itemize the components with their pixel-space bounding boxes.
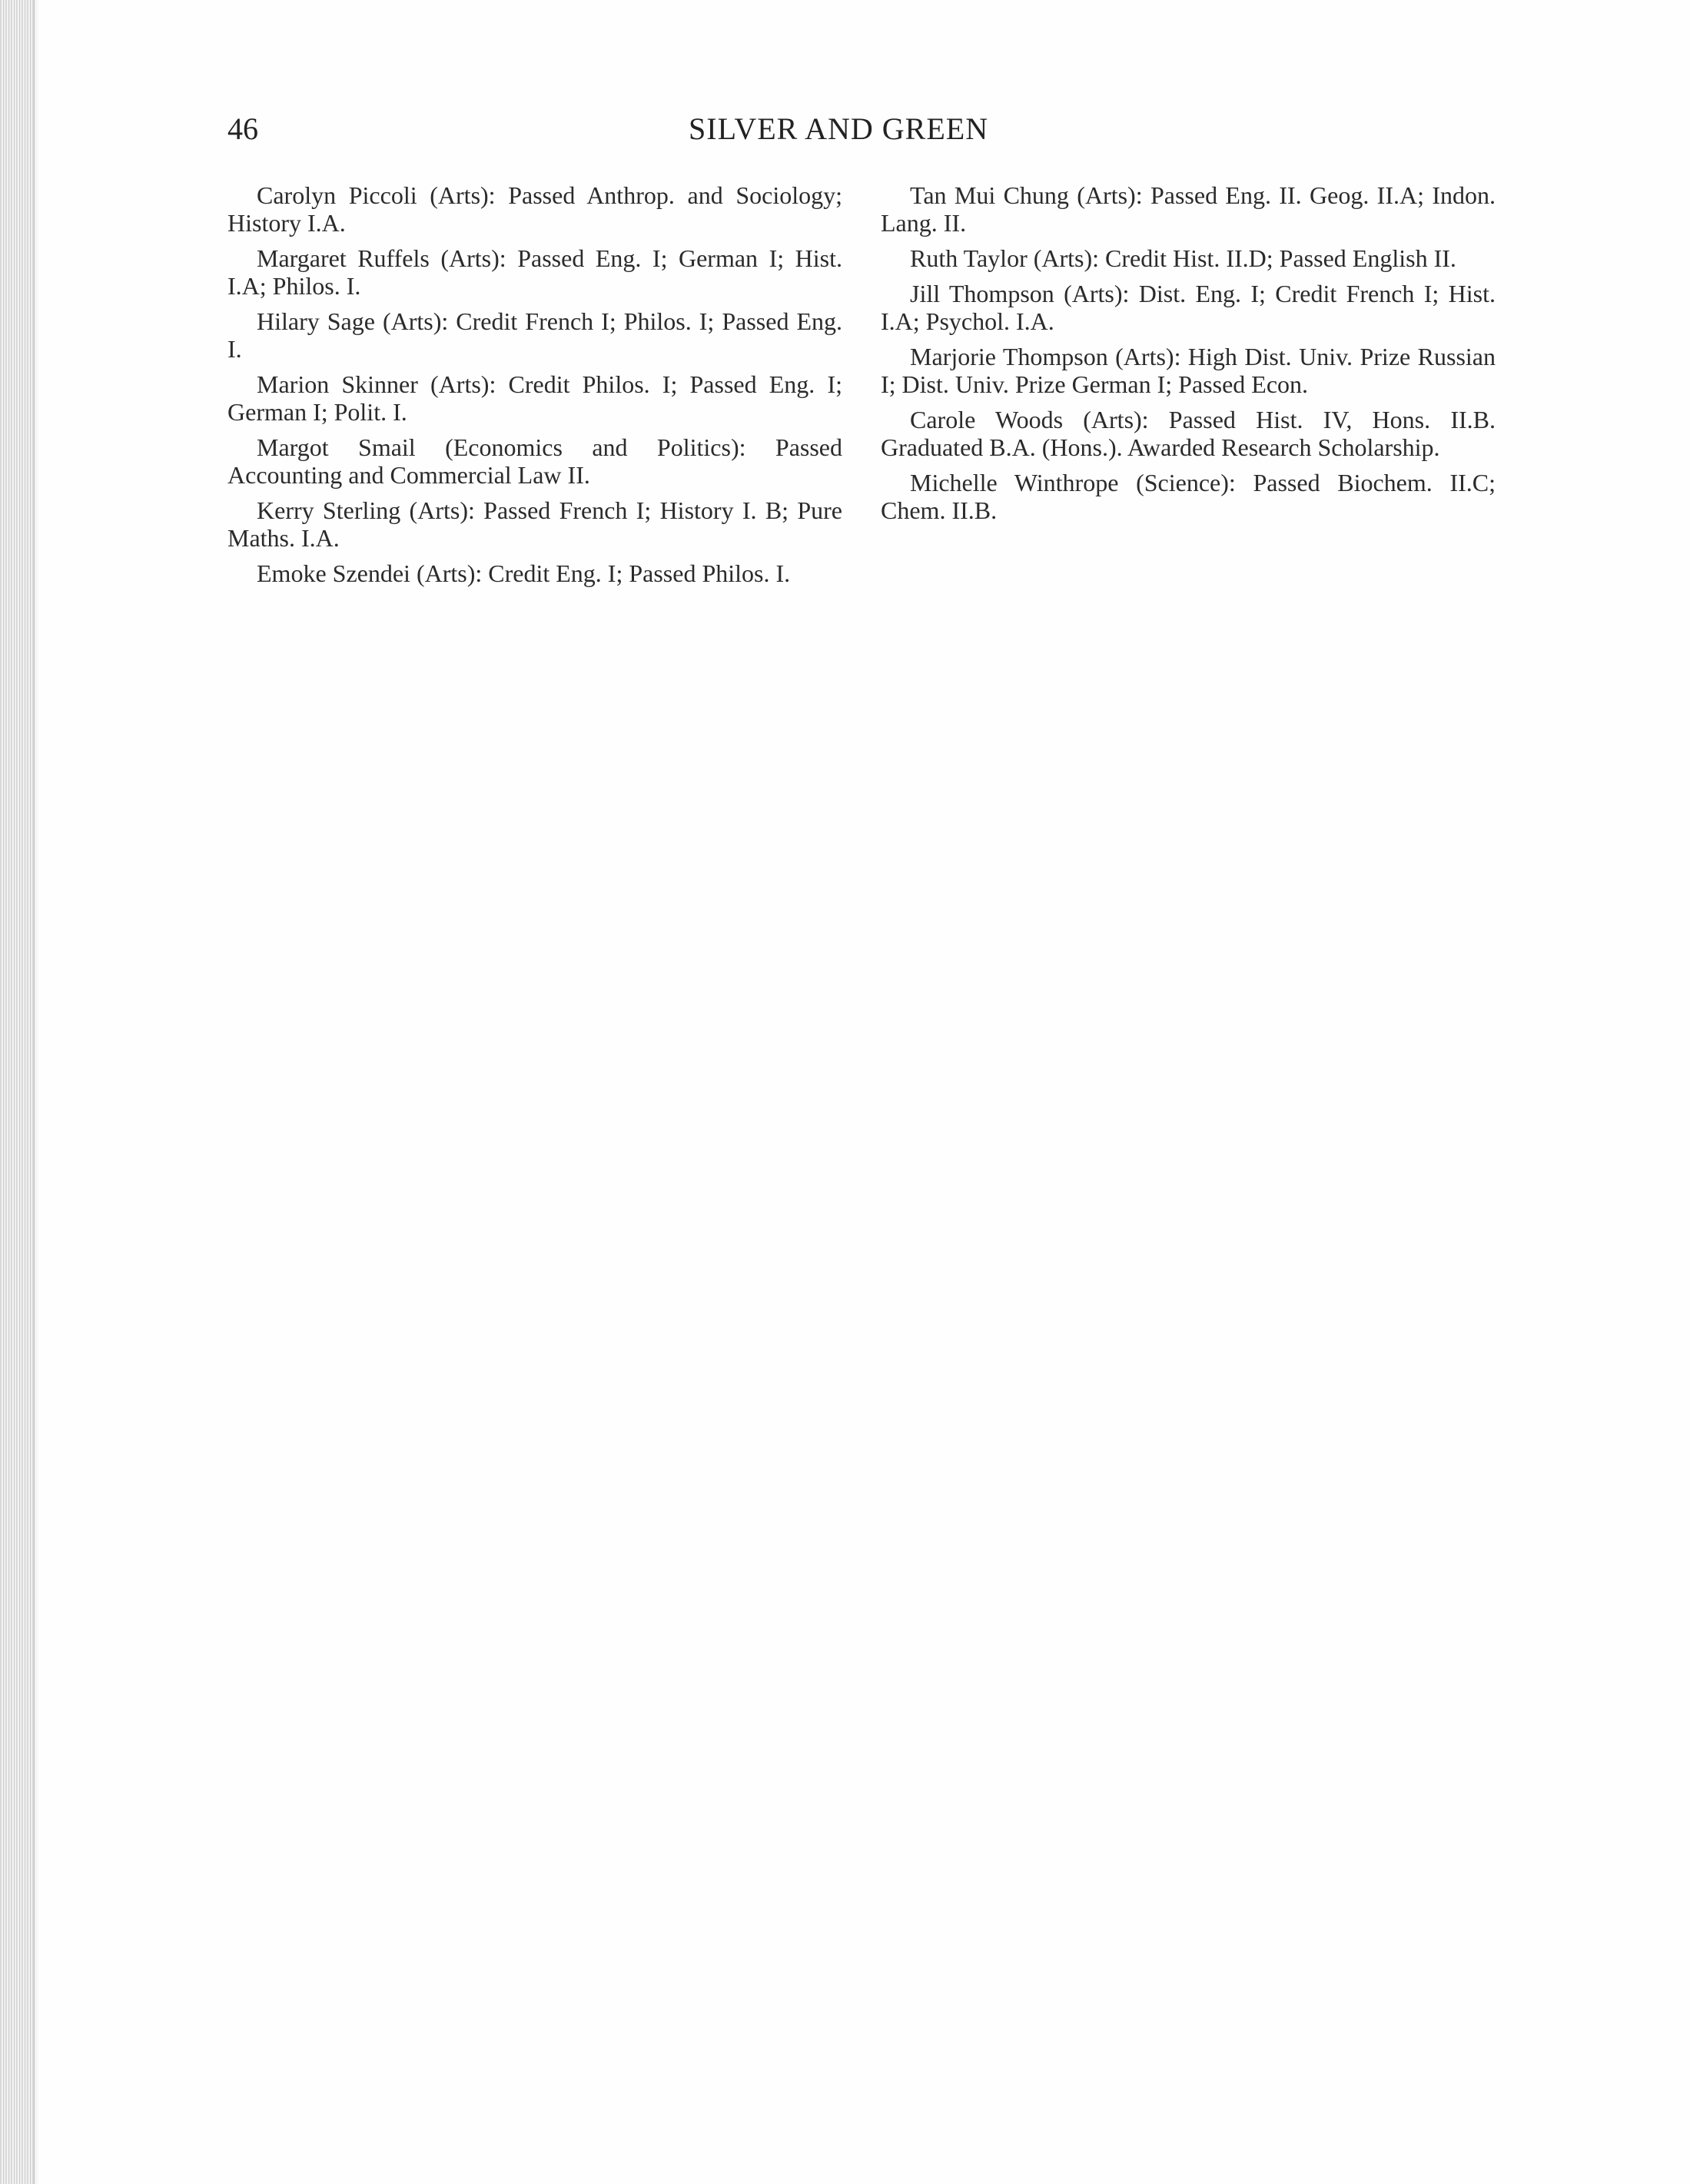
blank-page-area bbox=[227, 661, 1496, 2121]
page-edges bbox=[0, 0, 35, 2184]
list-item: Jill Thompson (Arts): Dist. Eng. I; Credit French I; Hist. I.A; Psychol. I.A. bbox=[881, 280, 1496, 335]
list-item: Carole Woods (Arts): Passed Hist. IV, Hons. II.B. Graduated B.A. (Hons.). Awarded Research Scholarship. bbox=[881, 406, 1496, 461]
list-item: Marion Skinner (Arts): Credit Philos. I; Passed Eng. I; German I; Polit. I. bbox=[227, 370, 842, 426]
list-item: Kerry Sterling (Arts): Passed French I; History I. B; Pure Maths. I.A. bbox=[227, 496, 842, 552]
left-column bbox=[227, 181, 842, 595]
list-item: Carolyn Piccoli (Arts): Passed Anthrop. and Sociology; History I.A. bbox=[227, 181, 842, 237]
list-item: Marjorie Thompson (Arts): High Dist. Univ. Prize Russian I; Dist. Univ. Prize German I; Passed Econ. bbox=[881, 343, 1496, 398]
list-item: Margot Smail (Economics and Politics): Passed Accounting and Commercial Law II. bbox=[227, 433, 842, 489]
list-item: Tan Mui Chung (Arts): Passed Eng. II. Geog. II.A; Indon. Lang. II. bbox=[881, 181, 1496, 237]
list-item: Margaret Ruffels (Arts): Passed Eng. I; German I; Hist. I.A; Philos. I. bbox=[227, 244, 842, 300]
list-item: Ruth Taylor (Arts): Credit Hist. II.D; Passed English II. bbox=[910, 244, 1456, 272]
list-item: Michelle Winthrope (Science): Passed Biochem. II.C; Chem. II.B. bbox=[881, 469, 1496, 524]
right-column bbox=[881, 181, 1496, 532]
page-number: 46 bbox=[227, 111, 258, 146]
running-title: SILVER AND GREEN bbox=[689, 111, 989, 146]
list-item: Emoke Szendei (Arts): Credit Eng. I; Passed Philos. I. bbox=[257, 559, 791, 587]
page-header bbox=[227, 106, 1034, 152]
list-item: Hilary Sage (Arts): Credit French I; Philos. I; Passed Eng. I. bbox=[227, 307, 842, 363]
